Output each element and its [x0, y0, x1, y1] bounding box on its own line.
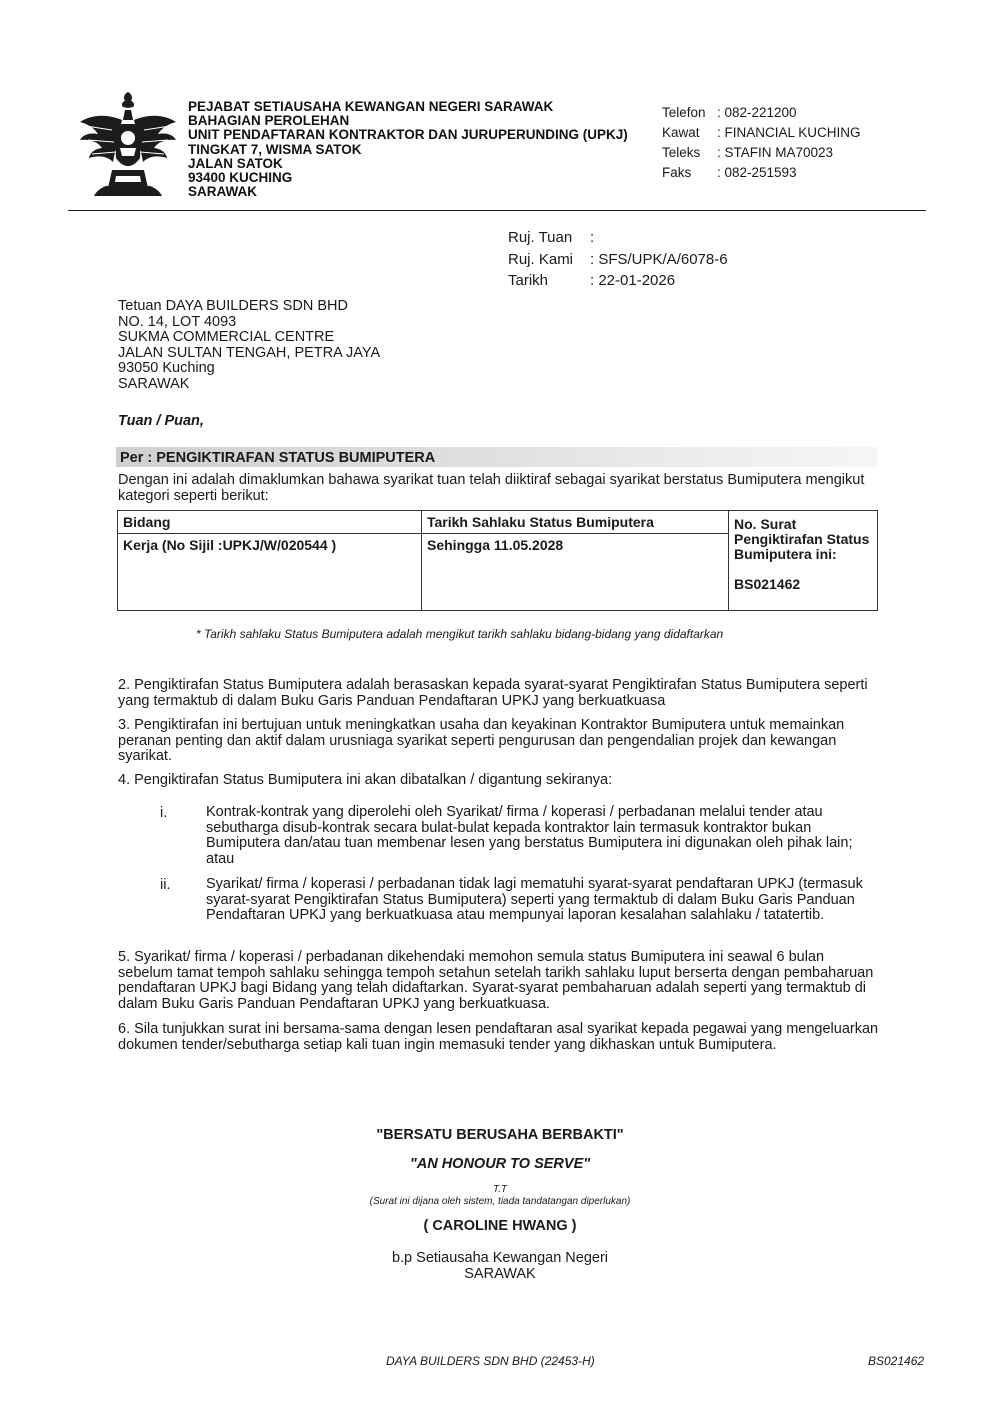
subject-title: Per : PENGIKTIRAFAN STATUS BUMIPUTERA — [120, 450, 436, 466]
item-text: Syarikat/ firma / koperasi / perbadanan tidak lagi mematuhi syarat-syarat pendaftaran UPKJ (termasuk syarat-syarat Pengiktirafan Status Bumiputera) seperti yang termaktub di dalam Buku Garis Panduan Pendaftaran UPKJ yang berkuatkuasa atau mempunyai laporan kesalahan salahlaku / tatatertib. — [206, 876, 863, 924]
paragraph-3: 3. Pengiktirafan ini bertujuan untuk meningkatkan usaha dan keyakinan Kontraktor Bumiputera untuk memainkan peranan penting dan aktif dalam urusniaga syarikat seperti pengurusan dan pengendalian projek dan kewangan syarikat. — [118, 717, 845, 765]
recipient-line: NO. 14, LOT 4093 — [118, 313, 237, 330]
recipient-line: JALAN SULTAN TENGAH, PETRA JAYA — [118, 344, 381, 361]
paragraph-5: 5. Syarikat/ firma / koperasi / perbadanan dikehendaki memohon semula status Bumiputera ini seawal 6 bulan sebelum tamat tempoh sahlaku sehingga tempoh setahun setelah tarikh sahlaku luput berserta dengan pembaharuan pendaftaran UPKJ bagi Bidang yang telah didaftarkan. Syarat-syarat pembaharuan adalah seperti yang termaktub di dalam Buku Garis Panduan Pendaftaran UPKJ yang berkuatkuasa. — [118, 949, 874, 1012]
reference-row — [508, 270, 728, 292]
header-tarikh: Tarikh Sahlaku Status Bumiputera — [422, 511, 729, 534]
contact-label: Faks — [662, 165, 692, 180]
reference-label: Ruj. Kami — [508, 250, 574, 268]
intro-paragraph: Dengan ini adalah dimaklumkan bahawa syarikat tuan telah diiktiraf sebagai syarikat berstatus Bumiputera mengikut kategori seperti berikut: — [118, 472, 865, 504]
address-line: 93400 KUCHING — [188, 170, 293, 186]
contact-label: Telefon — [662, 105, 706, 120]
item-number: ii. — [160, 877, 171, 893]
header-divider — [68, 210, 926, 211]
signatory-name: ( CAROLINE HWANG ) — [423, 1218, 577, 1234]
contact-value: : 082-221200 — [717, 105, 797, 120]
address-line: SARAWAK — [188, 184, 258, 200]
sarawak-crest-logo — [78, 88, 178, 203]
recipient-line: SARAWAK — [118, 375, 190, 392]
address-line: BAHAGIAN PEROLEHAN — [188, 113, 350, 129]
recipient-line: 93050 Kuching — [118, 360, 215, 377]
address-line: UNIT PENDAFTARAN KONTRAKTOR DAN JURUPERUNDING (UPKJ) — [188, 127, 628, 143]
reference-row — [508, 227, 728, 249]
reference-value: : 22-01-2026 — [590, 272, 676, 289]
reference-label: Ruj. Tuan — [508, 229, 573, 246]
cell-bidang: Kerja (No Sijil :UPKJ/W/020544 ) — [118, 534, 422, 611]
contact-label: Kawat — [662, 125, 700, 140]
tt-mark: T.T — [492, 1184, 508, 1195]
address-line: PEJABAT SETIAUSAHA KEWANGAN NEGERI SARAWAK — [188, 99, 554, 114]
reference-value: : — [590, 229, 595, 246]
reference-block — [508, 227, 728, 292]
footer-code: BS021462 — [868, 1354, 925, 1368]
system-generated-note: (Surat ini dijana oleh sistem, tiada tandatangan diperlukan) — [369, 1196, 631, 1207]
office-address — [188, 100, 628, 199]
no-surat-label: No. Surat Pengiktirafan Status Bumiputera ini: — [734, 516, 870, 562]
contact-row — [662, 103, 861, 123]
bumiputera-status-table — [117, 510, 878, 611]
salutation: Tuan / Puan, — [118, 413, 204, 429]
header-no-surat — [729, 511, 878, 611]
recipient-address — [118, 299, 380, 393]
recipient-line: Tetuan DAYA BUILDERS SDN BHD — [118, 298, 348, 314]
paragraph-6: 6. Sila tunjukkan surat ini bersama-sama dengan lesen pendaftaran asal syarikat kepada pegawai yang mengeluarkan dokumen tender/sebutharga setiap kali tuan ingin memasuki tender yang dikhaskan untuk Bumiputera. — [118, 1021, 879, 1053]
header-bidang: Bidang — [118, 511, 422, 534]
reference-row — [508, 249, 728, 271]
reference-value: : SFS/UPK/A/6078-6 — [590, 250, 728, 268]
signatory-state: SARAWAK — [464, 1266, 536, 1282]
table-header-row — [118, 511, 878, 534]
contact-row — [662, 163, 861, 183]
footer-company: DAYA BUILDERS SDN BHD (22453-H) — [386, 1354, 595, 1368]
subject-bar — [116, 447, 878, 467]
signatory-title: b.p Setiausaha Kewangan Negeri — [391, 1250, 609, 1266]
reference-label: Tarikh — [508, 272, 549, 289]
motto-english: "AN HONOUR TO SERVE" — [409, 1156, 591, 1172]
item-text: Kontrak-kontrak yang diperolehi oleh Syarikat/ firma / koperasi / perbadanan melalui tender atau sebutharga disub-kontrak secara bulat-bulat kepada kontraktor lain termasuk kontraktor bukan Bumiputera dan/atau tuan membenar lesen yang berstatus Bumiputera ini digunakan oleh pihak lain; atau — [206, 804, 853, 867]
recipient-line: SUKMA COMMERCIAL CENTRE — [118, 329, 335, 346]
contact-value: : STAFIN MA70023 — [717, 145, 834, 160]
no-surat-value: BS021462 — [734, 576, 801, 592]
contact-details — [662, 103, 861, 183]
motto-malay: "BERSATU BERUSAHA BERBAKTI" — [376, 1127, 624, 1143]
contact-row — [662, 143, 861, 163]
cell-tarikh: Sehingga 11.05.2028 — [422, 534, 729, 611]
paragraph-4: 4. Pengiktirafan Status Bumiputera ini akan dibatalkan / digantung sekiranya: — [118, 772, 613, 788]
address-line: JALAN SATOK — [188, 155, 283, 171]
paragraph-2: 2. Pengiktirafan Status Bumiputera adalah berasaskan kepada syarat-syarat Pengiktirafan Status Bumiputera seperti yang termaktub di dalam Buku Garis Panduan Pendaftaran UPKJ yang berkuatkuasa — [118, 677, 868, 709]
address-line: TINGKAT 7, WISMA SATOK — [188, 141, 362, 157]
contact-value: : 082-251593 — [717, 165, 797, 180]
contact-row — [662, 123, 861, 143]
contact-value: : FINANCIAL KUCHING — [717, 125, 861, 140]
item-number: i. — [160, 805, 168, 821]
contact-label: Teleks — [662, 145, 701, 160]
table-footnote: * Tarikh sahlaku Status Bumiputera adalah mengikut tarikh sahlaku bidang-bidang yang didaftarkan — [196, 627, 724, 641]
